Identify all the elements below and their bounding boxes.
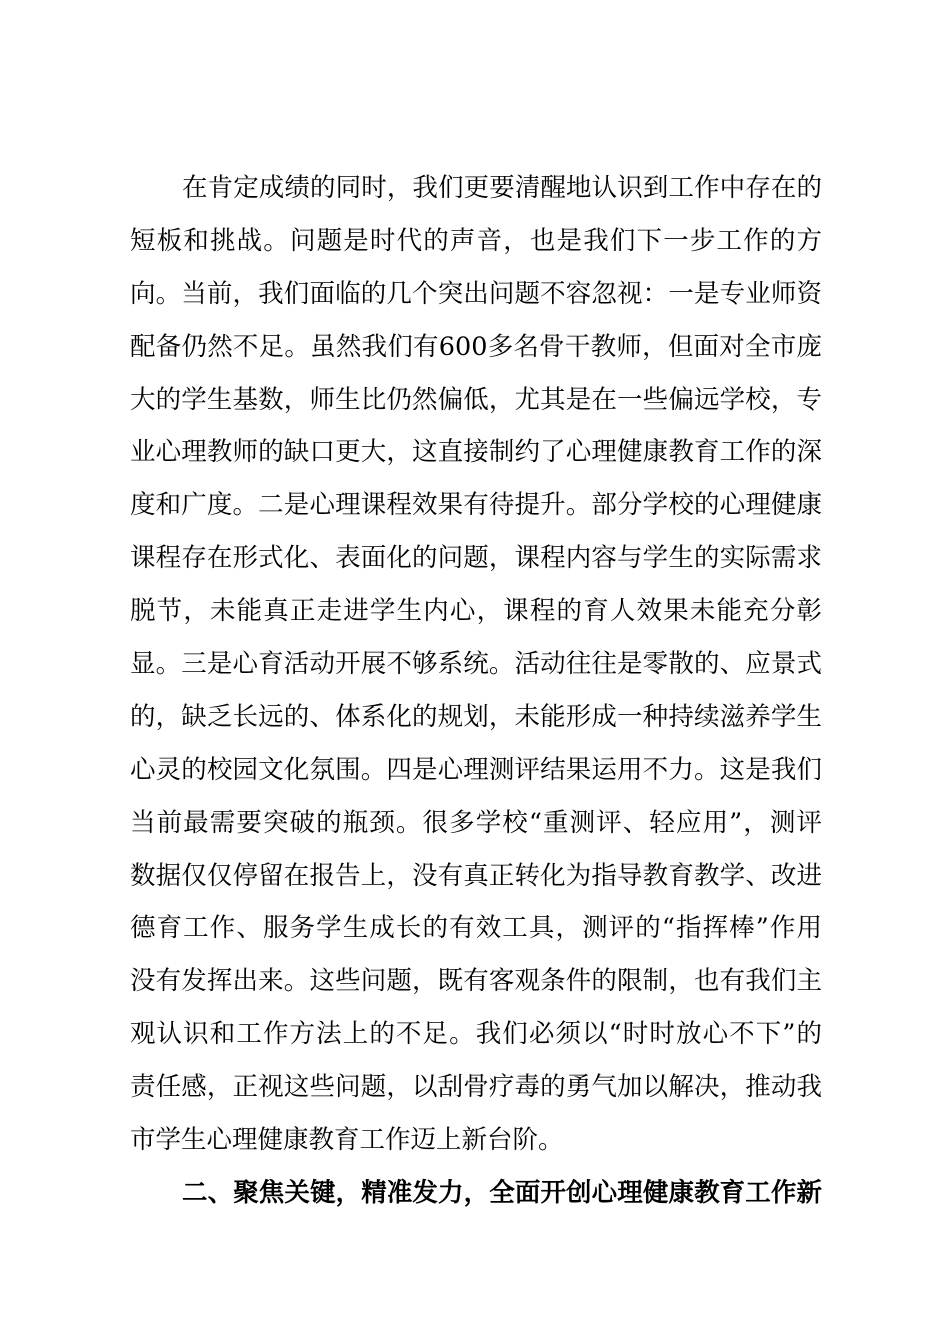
paragraph-line: 大的学生基数，师生比仍然偏低，尤其是在一些偏远学校，专 — [130, 384, 822, 415]
paragraph-line: 短板和挑战。问题是时代的声音，也是我们下一步工作的方 — [130, 225, 822, 256]
paragraph-line: 当前最需要突破的瓶颈。很多学校“重测评、轻应用”，测评 — [130, 807, 822, 838]
paragraph-line: 课程存在形式化、表面化的问题，课程内容与学生的实际需求 — [130, 543, 822, 574]
paragraph-line: 市学生心理健康教育工作迈上新台阶。 — [130, 1125, 564, 1156]
document-body — [130, 162, 822, 1220]
paragraph-line: 德育工作、服务学生成长的有效工具，测评的“指挥棒”作用 — [130, 913, 822, 944]
paragraph-line: 观认识和工作方法上的不足。我们必须以“时时放心不下”的 — [130, 1019, 822, 1050]
paragraph-line: 数据仅仅停留在报告上，没有真正转化为指导教育教学、改进 — [130, 860, 822, 891]
paragraph-line: 脱节，未能真正走进学生内心，课程的育人效果未能充分彰 — [130, 596, 822, 627]
section-heading: 二、聚焦关键，精准发力，全面开创心理健康教育工作新 — [182, 1177, 822, 1208]
paragraph-line: 在肯定成绩的同时，我们更要清醒地认识到工作中存在的 — [182, 173, 822, 203]
paragraph-line: 显。三是心育活动开展不够系统。活动往往是零散的、应景式 — [130, 649, 822, 680]
paragraph-line: 责任感，正视这些问题，以刮骨疗毒的勇气加以解决，推动我 — [130, 1072, 822, 1103]
paragraph-line: 心灵的校园文化氛围。四是心理测评结果运用不力。这是我们 — [130, 754, 822, 785]
paragraph-line: 度和广度。二是心理课程效果有待提升。部分学校的心理健康 — [130, 490, 822, 521]
paragraph-line: 的，缺乏长远的、体系化的规划，未能形成一种持续滋养学生 — [130, 701, 822, 732]
paragraph-line: 没有发挥出来。这些问题，既有客观条件的限制，也有我们主 — [130, 966, 822, 997]
paragraph-line: 业心理教师的缺口更大，这直接制约了心理健康教育工作的深 — [130, 437, 822, 468]
paragraph-line: 向。当前，我们面临的几个突出问题不容忽视：一是专业师资 — [130, 278, 822, 309]
paragraph-line: 配备仍然不足。虽然我们有600多名骨干教师，但面对全市庞 — [130, 331, 822, 362]
